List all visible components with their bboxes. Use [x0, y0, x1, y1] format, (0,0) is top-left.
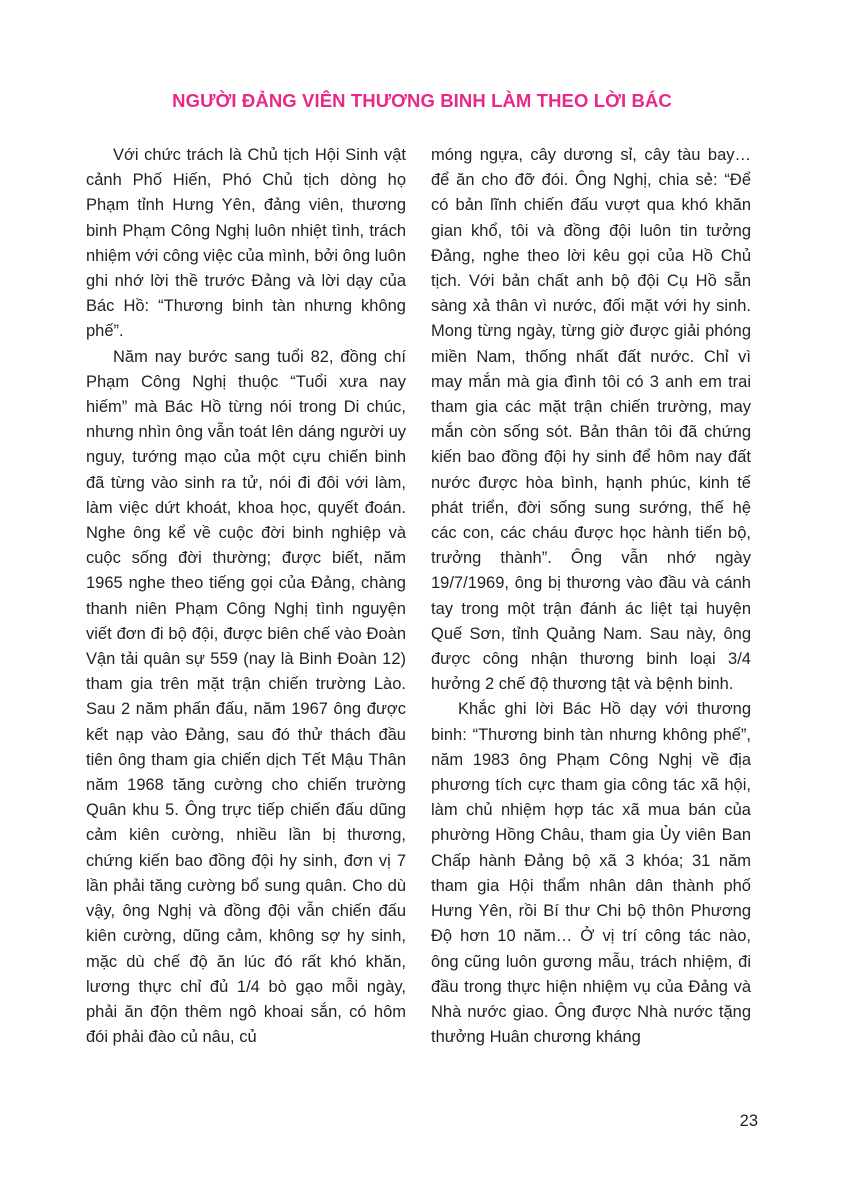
- right-column: [431, 143, 751, 1050]
- paragraph: Năm nay bước sang tuổi 82, đồng chí Phạm Công Nghị thuộc “Tuổi xưa nay hiếm” mà Bác Hồ từng nói trong Di chúc, nhưng nhìn ông vẫn toát lên dáng người uy nguy, tướng mạo của một cựu chiến binh đã từng vào sinh ra tử, nói đi đôi với làm, làm việc dứt khoát, khoa học, quyết đoán. Nghe ông kể về cuộc đời binh nghiệp và cuộc sống đời thường; được biết, năm 1965 nghe theo tiếng gọi của Đảng, chàng thanh niên Phạm Công Nghị tình nguyện viết đơn đi bộ đội, được biên chế vào Đoàn Vận tải quân sự 559 (nay là Binh Đoàn 12) tham gia trên mặt trận chiến trường Lào. Sau 2 năm phấn đấu, năm 1967 ông được kết nạp vào Đảng, sau đó thử thách đầu tiên ông tham gia chiến dịch Tết Mậu Thân năm 1968 tăng cường cho chiến trường Quân khu 5. Ông trực tiếp chiến đấu dũng cảm kiên cường, nhiều lần bị thương, chứng kiến bao đồng đội hy sinh, đơn vị 7 lần phải tăng cường bổ sung quân. Cho dù vậy, ông Nghị và đồng đội vẫn chiến đấu kiên cường, dũng cảm, không sợ hy sinh, mặc dù chế độ ăn lúc đó rất khó khăn, lương thực chỉ đủ 1/4 bò gạo mỗi ngày, phải ăn độn thêm ngô khoai sắn, có hôm đói phải đào củ nâu, củ: [86, 347, 406, 1047]
- article-title: NGƯỜI ĐẢNG VIÊN THƯƠNG BINH LÀM THEO LỜI BÁC: [172, 90, 672, 111]
- paragraph: Với chức trách là Chủ tịch Hội Sinh vật cảnh Phố Hiến, Phó Chủ tịch dòng họ Phạm tỉnh Hưng Yên, đảng viên, thương binh Phạm Công Nghị luôn nhiệt tình, trách nhiệm với công việc của mình, bởi ông luôn ghi nhớ lời thề trước Đảng và lời dạy của Bác Hồ: “Thương binh tàn nhưng không phế”.: [86, 146, 406, 341]
- paragraph: Khắc ghi lời Bác Hồ dạy với thương binh: “Thương binh tàn nhưng không phế”, năm 1983 ông Phạm Công Nghị về địa phương tích cực tham gia công tác xã hội, làm chủ nhiệm hợp tác xã mua bán của phường Hồng Châu, tham gia Ủy viên Ban Chấp hành Đảng bộ xã 3 khóa; 31 năm tham gia Hội thẩm nhân dân thành phố Hưng Yên, rồi Bí thư Chi bộ thôn Phương Độ hơn 10 năm… Ở vị trí công tác nào, ông cũng luôn gương mẫu, trách nhiệm, đi đầu trong thực hiện nhiệm vụ của Đảng và Nhà nước giao. Ông được Nhà nước tặng thưởng Huân chương kháng: [431, 700, 751, 1047]
- paragraph-continued: móng ngựa, cây dương sỉ, cây tàu bay… để ăn cho đỡ đói. Ông Nghị, chia sẻ: “Để có bản lĩnh chiến đấu vượt qua khó khăn gian khổ, tôi và đồng đội luôn tin tưởng Đảng, nghe theo lời kêu gọi của Hồ Chủ tịch. Với bản chất anh bộ đội Cụ Hồ sẵn sàng xả thân vì nước, đối mặt với hy sinh. Mong từng ngày, từng giờ được giải phóng miền Nam, thống nhất đất nước. Chỉ vì may mắn mà gia đình tôi có 3 anh em trai tham gia các mặt trận chiến trường, may mắn còn sống sót. Bản thân tôi đã chứng kiến bao đồng đội hy sinh để hôm nay đất nước được hòa bình, hạnh phúc, kinh tế phát triển, đời sống sung sướng, thế hệ các con, các cháu được học hành tiến bộ, trưởng thành”. Ông vẫn nhớ ngày 19/7/1969, ông bị thương vào đầu và cánh tay trong một trận đánh ác liệt tại huyện Quế Sơn, tỉnh Quảng Nam. Sau này, ông được công nhận thương binh loại 3/4 hưởng 2 chế độ thương tật và bệnh binh.: [431, 146, 751, 694]
- page-number: 23: [739, 1112, 758, 1130]
- left-column: [86, 143, 406, 1050]
